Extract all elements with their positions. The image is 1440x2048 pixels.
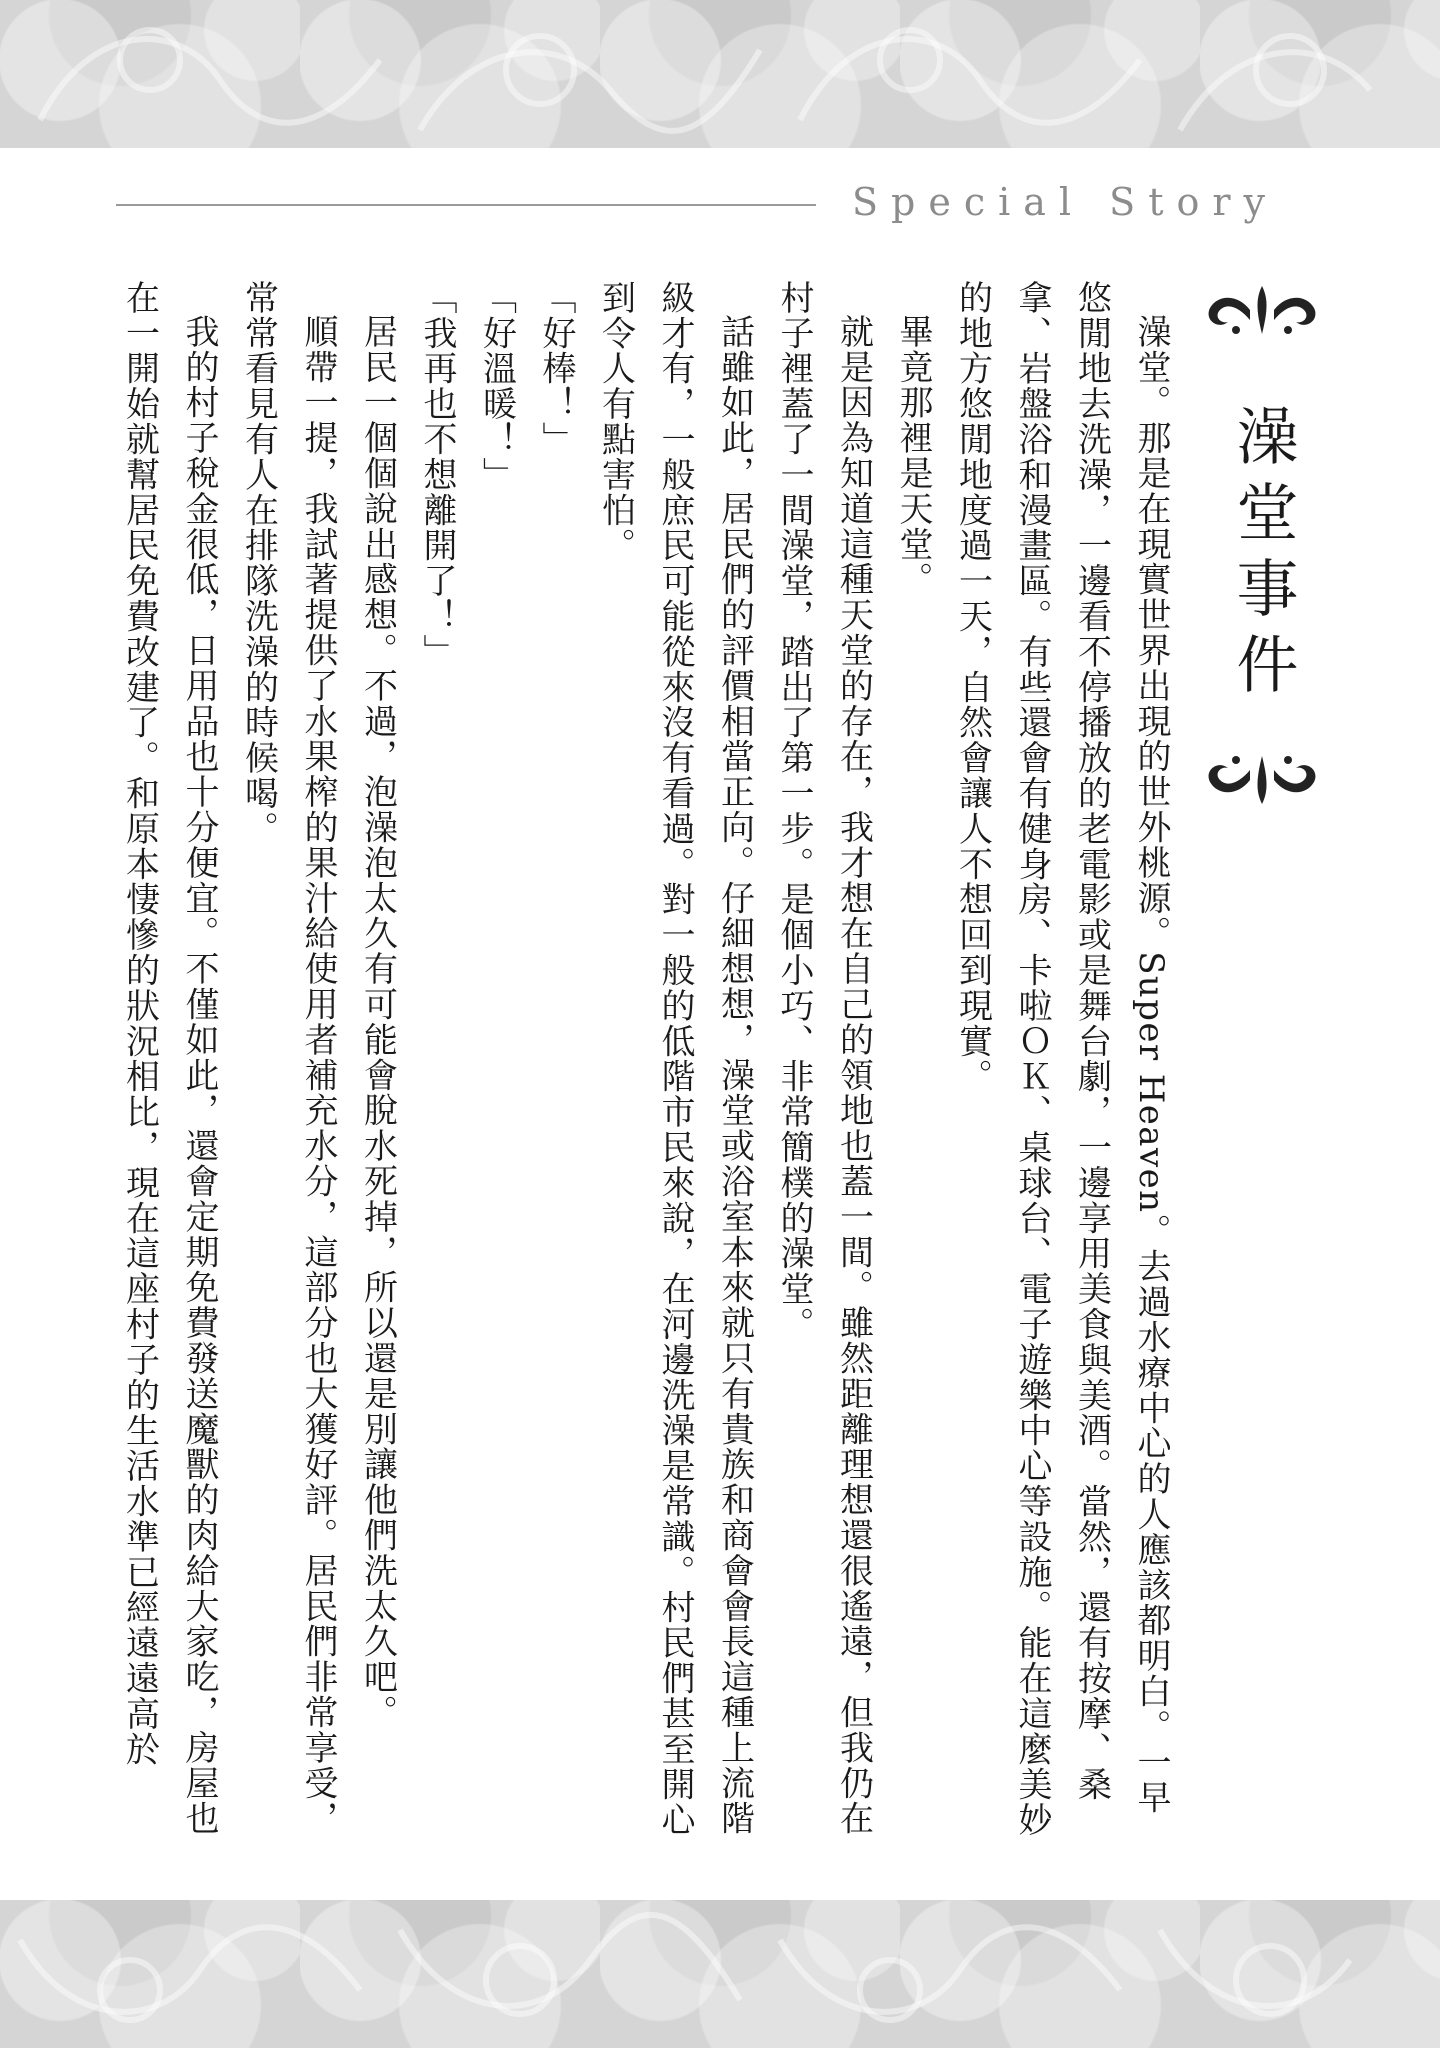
paragraph: 我的村子稅金很低，日用品也十分便宜。不僅如此，還會定期免費發送魔獸的肉給大家吃，房屋也在一開始就幫居民免費改建了。和原本悽慘的狀況相比，現在這座村子的生活水準已經遠遠高於 <box>119 280 219 1837</box>
paragraph: 居民一個個說出感想。不過，泡澡泡太久有可能會脫水死掉，所以還是別讓他們洗太久吧。 <box>357 314 398 1730</box>
dialogue-line: 「我再也不想離開了！」 <box>417 280 457 670</box>
header-rule <box>116 204 816 206</box>
dialogue-line: 「好棒！」 <box>536 280 576 457</box>
ornament-scroll-icon <box>1200 750 1324 810</box>
damask-pattern-bottom <box>0 1900 1440 2048</box>
paragraph: 話雖如此，居民們的評價相當正向。仔細想想，澡堂或浴室本來就只有貴族和商會會長這種上流階級才有，一般庶民可能從來沒有看過。對一般的低階市民來說，在河邊洗澡是常識。村民們甚至開心到令人有點害怕。 <box>595 280 755 1838</box>
paragraph: 順帶一提，我試著提供了水果榨的果汁給使用者補充水分，這部分也大獲好評。居民們非常享受，常常看見有人在排隊洗澡的時候喝。 <box>238 280 338 1837</box>
story-body <box>100 280 1180 1848</box>
bottom-decorative-band <box>0 1900 1440 2048</box>
top-decorative-band <box>0 0 1440 148</box>
paragraph: 就是因為知道這種天堂的存在，我才想在自己的領地也蓋一間。雖然距離理想還很遙遠，但我仍在村子裡蓋了一間澡堂，踏出了第一步。是個小巧、非常簡樸的澡堂。 <box>774 280 874 1837</box>
section-label: Special Story <box>852 180 1278 224</box>
chapter-title: 澡堂事件 <box>1226 404 1299 708</box>
ornament-scroll-icon <box>1200 280 1324 340</box>
paragraph: 畢竟那裡是天堂。 <box>893 314 933 598</box>
dialogue-line: 「好溫暖！」 <box>476 280 517 493</box>
damask-pattern-top <box>0 0 1440 148</box>
paragraph: 澡堂。那是在現實世界出現的世外桃源。Super Heaven。去過水療中心的人應該都明白。一早悠閒地去洗澡，一邊看不停播放的老電影或是舞台劇，一邊享用美食與美酒。當然，還有按摩、桑拿、岩盤浴和漫畫區。有些還會有健身房、卡啦ＯＫ、桌球台、電子遊樂中心等設施。能在這麼美妙的地方悠閒地度過一天，自然會讓人不想回到現實。 <box>952 280 1171 1838</box>
chapter-title-block <box>1200 280 1324 820</box>
